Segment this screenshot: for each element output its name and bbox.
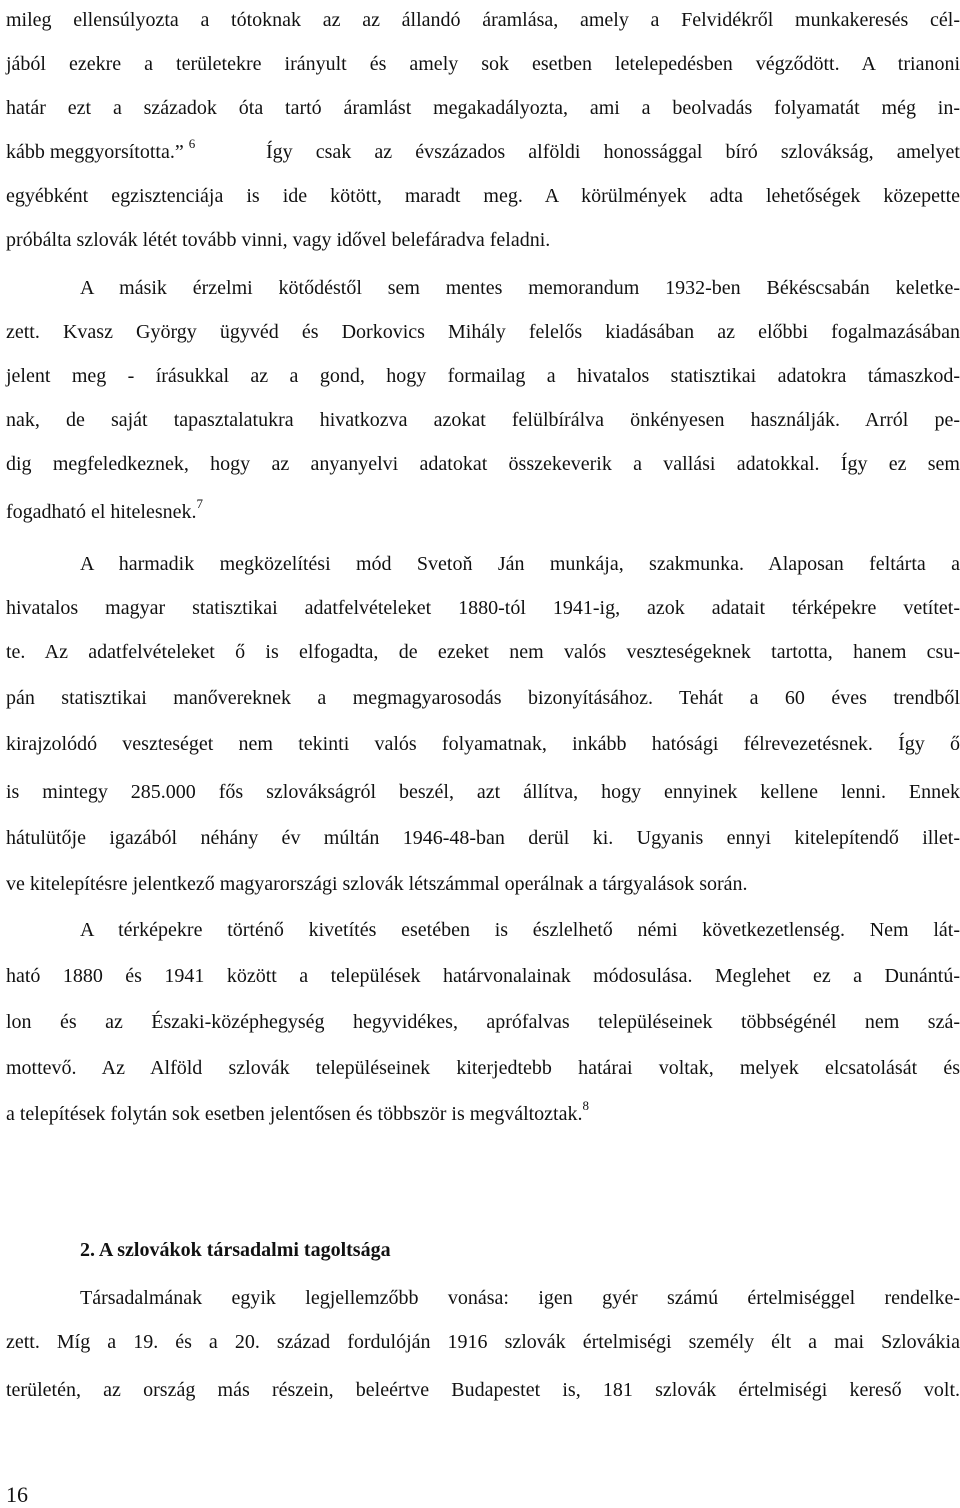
text-segment: a telepítések folytán sok esetben jelentősen és többször is megváltoztak. bbox=[6, 1103, 583, 1125]
text-line-with-footnote bbox=[6, 1098, 589, 1126]
text-line: zett. Kvasz György ügyvéd és Dorkovics Mihály felelős kiadásában az előbbi fogalmazásában bbox=[6, 321, 960, 343]
text-line: kirajzolódó veszteséget nem tekinti valós folyamatnak, inkább hatósági félrevezetésnek. Így ő bbox=[6, 733, 960, 755]
text-line: dig megfeledkeznek, hogy az anyanyelvi adatokat összekeverik a vallási adatokkal. Így ez sem bbox=[6, 453, 960, 475]
text-line: lon és az Északi-középhegység hegyvidékes, aprófalvas településeinek többségénél nem szá- bbox=[6, 1011, 960, 1033]
text-line: is mintegy 285.000 fős szlovákságról beszél, azt állítva, hogy ennyinek kellene lenni. Ennek bbox=[6, 781, 960, 803]
text-line: határ ezt a századok óta tartó áramlást megakadályozta, ami a beolvadás folyamatát még in- bbox=[6, 97, 960, 119]
text-line: Társadalmának egyik legjellemzőbb vonása: igen gyér számú értelmiséggel rendelke- bbox=[80, 1287, 960, 1309]
text-line: A másik érzelmi kötődéstől sem mentes memorandum 1932-ben Békéscsabán keletke- bbox=[80, 277, 960, 299]
text-line-with-footnote bbox=[6, 496, 203, 524]
text-segment: kább meggyorsította.” bbox=[6, 141, 184, 163]
text-line: jelent meg - írásukkal az a gond, hogy formailag a hivatalos statisztikai adatokra támaszkod- bbox=[6, 365, 960, 387]
text-line: egyébként egzisztenciája is ide kötött, maradt meg. A körülmények adta lehetőségek közepette bbox=[6, 185, 960, 207]
text-line: zett. Míg a 19. és a 20. század fordulóján 1916 szlovák értelmiségi személy élt a mai Szlovákia bbox=[6, 1331, 960, 1353]
text-line-with-footnote bbox=[6, 136, 196, 164]
text-line: te. Az adatfelvételeket ő is elfogadta, de ezeket nem valós veszteségeknek tartotta, hanem csu- bbox=[6, 641, 960, 663]
text-line: A harmadik megközelítési mód Svetoň Ján munkája, szakmunka. Alaposan feltárta a bbox=[80, 553, 960, 575]
text-segment: fogadható el hitelesnek. bbox=[6, 501, 197, 523]
text-line: területén, az ország más részein, beleértve Budapestet is, 181 szlovák értelmiségi kereső volt. bbox=[6, 1379, 960, 1401]
page-number: 16 bbox=[6, 1482, 28, 1507]
section-heading: 2. A szlovákok társadalmi tagoltsága bbox=[80, 1239, 391, 1261]
text-line: A térképekre történő kivetítés esetében is észlelhető némi következetlenség. Nem lát- bbox=[80, 919, 960, 941]
text-line: ve kitelepítésre jelentkező magyarországi szlovák létszámmal operálnak a tárgyalások során. bbox=[6, 873, 748, 895]
text-line: próbálta szlovák létét tovább vinni, vagy idővel belefáradva feladni. bbox=[6, 229, 551, 251]
text-segment: Így csak az évszázados alföldi honossággal bíró szlovákság, amelyet bbox=[266, 141, 960, 163]
text-line: hivatalos magyar statisztikai adatfelvételeket 1880-tól 1941-ig, azok adatait térképekre vetítet- bbox=[6, 597, 960, 619]
text-line: nak, de saját tapasztalatukra hivatkozva azokat felülbírálva önkényesen használják. Arról pe- bbox=[6, 409, 960, 431]
footnote-ref: 6 bbox=[188, 136, 196, 152]
text-line: pán statisztikai manővereknek a megmagyarosodás bizonyításához. Tehát a 60 éves trendből bbox=[6, 687, 960, 709]
text-line: jából ezekre a területekre irányult és amely sok esetben letelepedésben végződött. A trianoni bbox=[6, 53, 960, 75]
footnote-ref: 7 bbox=[196, 496, 203, 512]
text-line: mileg ellensúlyozta a tótoknak az az állandó áramlása, amely a Felvidékről munkakeresés cél- bbox=[6, 9, 960, 31]
text-line: ható 1880 és 1941 között a települések határvonalainak módosulása. Meglehet ez a Dunántú- bbox=[6, 965, 960, 987]
text-line: hátulütője igazából néhány év múltán 1946-48-ban derül ki. Ugyanis ennyi kitelepítendő illet- bbox=[6, 827, 960, 849]
footnote-ref: 8 bbox=[582, 1098, 589, 1114]
text-line: mottevő. Az Alföld szlovák településeinek kiterjedtebb határai voltak, melyek elcsatolását és bbox=[6, 1057, 960, 1079]
